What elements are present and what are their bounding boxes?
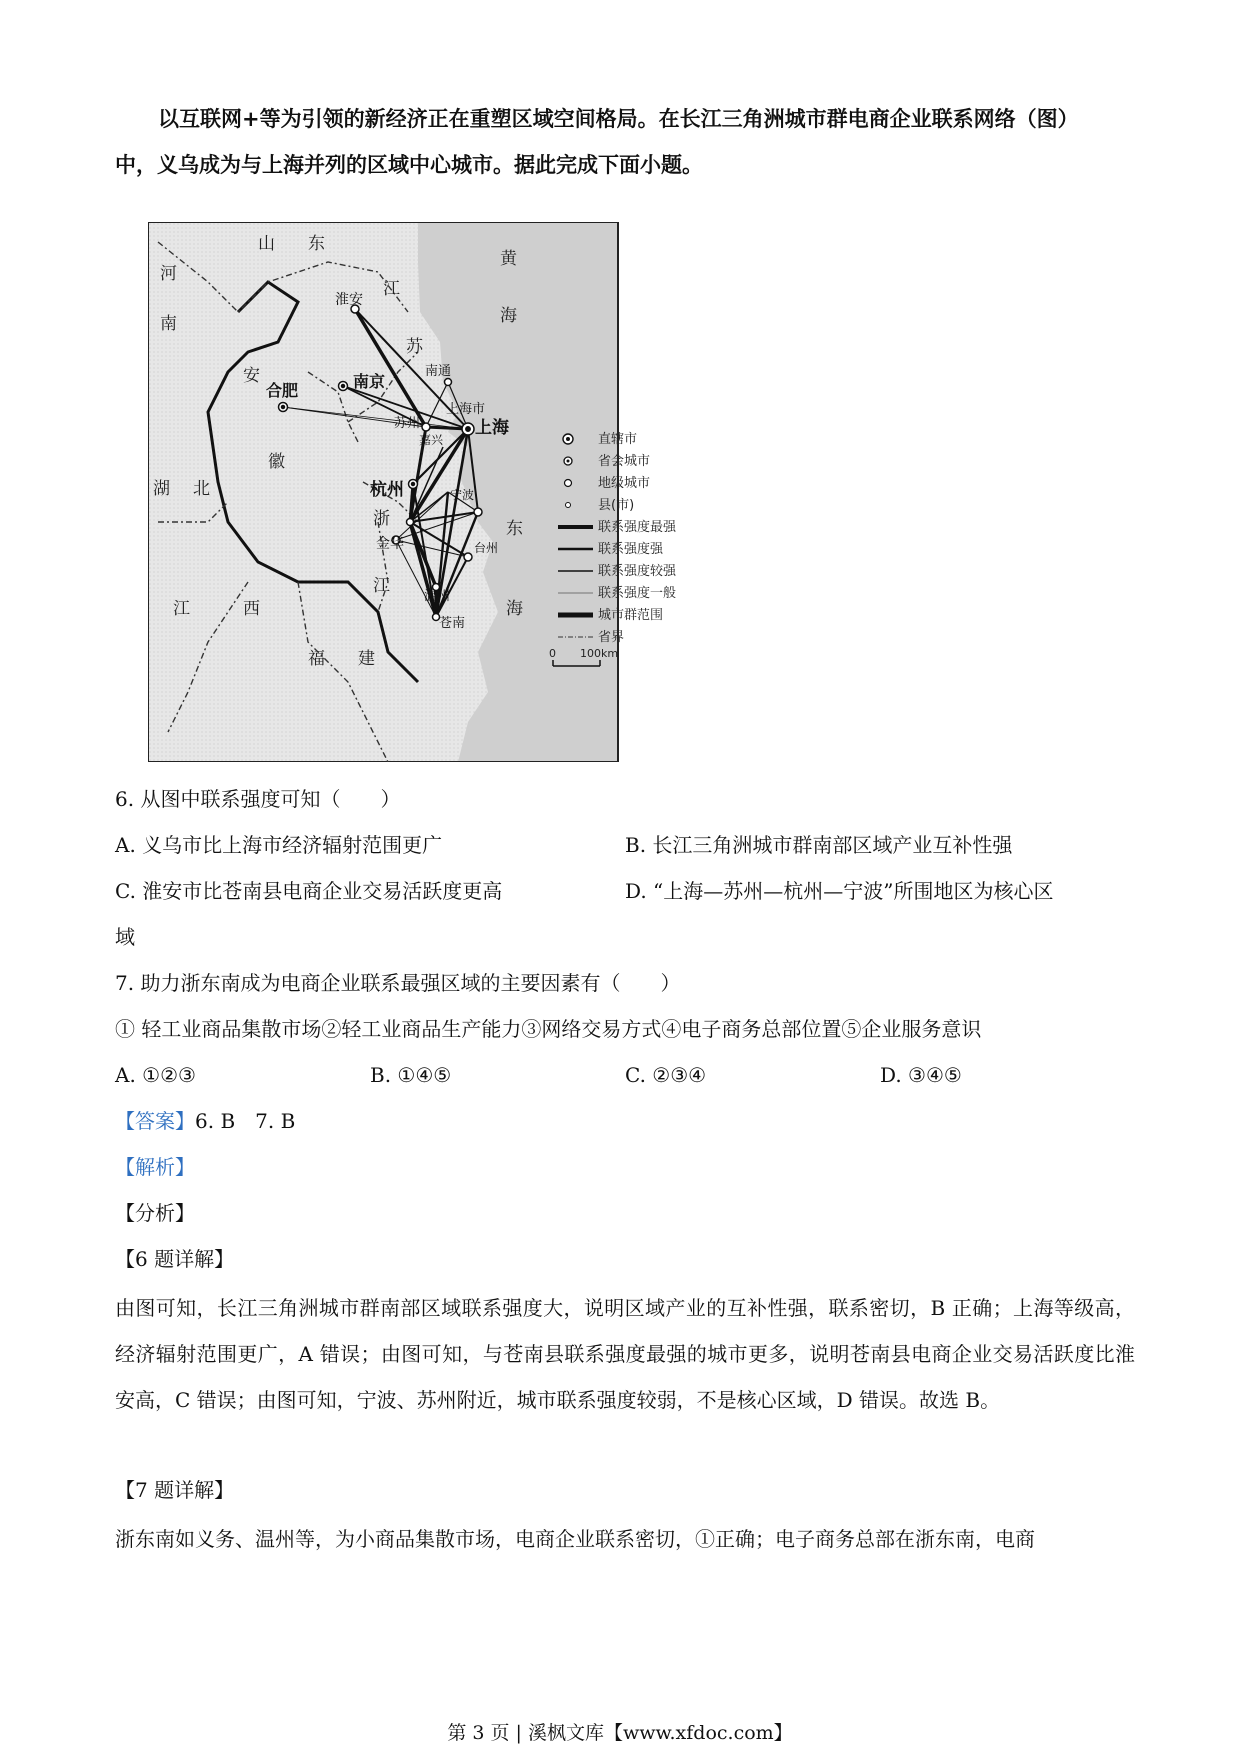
q6-option-d-cont: 域	[115, 925, 135, 949]
q6-stem: 6. 从图中联系强度可知（ ）	[115, 787, 401, 811]
analysis-label: 【解析】	[115, 1155, 195, 1179]
intro-line-1: 以互联网+等为引领的新经济正在重塑区域空间格局。在长江三角洲城市群电商企业联系网络（图）	[158, 107, 1079, 131]
q7-option-d: D. ③④⑤	[880, 1063, 962, 1087]
q7-option-c: C. ②③④	[625, 1063, 707, 1087]
province-label-henan-1: 河	[160, 264, 177, 284]
city-label-jiaxing: 嘉兴	[419, 433, 444, 447]
city-label-cangnan: 苍南	[439, 616, 466, 631]
province-label-hubei-1: 湖	[153, 479, 170, 499]
q7-detail-text: 浙东南如义务、温州等，为小商品集散市场，电商企业联系密切，①正确；电子商务总部在浙东南，电商	[115, 1527, 1035, 1551]
q6-option-c: C. 淮安市比苍南县电商企业交易活跃度更高	[115, 879, 503, 903]
city-label-nantong: 南通	[425, 364, 452, 379]
legend-normal: 联系强度一般	[598, 586, 677, 601]
yrd-ecommerce-network-map	[148, 222, 793, 762]
sea-label-donghai-1: 东	[506, 519, 523, 539]
province-label-jiangsu-2: 苏	[406, 337, 423, 357]
sea-label-huanghai-2: 海	[500, 306, 517, 326]
q7-option-b: B. ①④⑤	[370, 1063, 452, 1087]
legend-medium: 联系强度较强	[598, 564, 677, 579]
answer-text: 6. B 7. B	[195, 1109, 296, 1133]
q7-option-a: A. ①②③	[115, 1063, 196, 1087]
province-label-anhui-1: 安	[243, 366, 260, 386]
province-label-shandong-1: 山	[258, 234, 275, 254]
legend-shenghui: 省会城市	[598, 454, 651, 469]
province-label-zhejiang-2: 江	[373, 576, 390, 596]
city-label-suzhou: 苏州	[394, 416, 421, 431]
legend-cluster: 城市群范围	[598, 608, 664, 623]
province-label-zhejiang-1: 浙	[373, 509, 390, 529]
legend-xian: 县(市)	[598, 498, 635, 513]
legend-strong: 联系强度强	[598, 542, 664, 557]
sea-label-donghai-2: 海	[506, 599, 523, 619]
province-label-fujian-2: 建	[358, 649, 375, 669]
province-label-anhui-2: 徽	[268, 452, 285, 472]
province-label-hubei-2: 北	[193, 479, 210, 499]
city-label-shanghai: 上海	[475, 418, 509, 438]
legend-province-border: 省界	[598, 630, 625, 645]
city-label-taizhou: 台州	[474, 541, 499, 555]
answer-label: 【答案】	[115, 1109, 195, 1133]
answer-line	[115, 1106, 295, 1136]
city-label-shanghai-small: 上海市	[446, 402, 486, 417]
fenxi-label: 【分析】	[115, 1201, 195, 1225]
legend-diji: 地级城市	[598, 476, 651, 491]
city-label-ningbo: 宁波	[450, 488, 475, 502]
province-label-shandong-2: 东	[308, 234, 325, 254]
sea-label-huanghai-1: 黄	[500, 249, 517, 269]
q6-option-d: D. “上海—苏州—杭州—宁波”所围地区为核心区	[625, 879, 1054, 903]
province-label-fujian-1: 福	[308, 649, 325, 669]
q6-option-b: B. 长江三角洲城市群南部区域产业互补性强	[625, 833, 1013, 857]
city-label-jinhua: 金华	[376, 536, 404, 552]
city-label-hefei: 合肥	[266, 381, 299, 400]
province-label-jiangxi-2: 西	[243, 599, 260, 619]
city-label-nanjing: 南京	[353, 372, 386, 391]
scale-zero: 0	[549, 647, 556, 660]
province-label-henan-2: 南	[160, 314, 177, 334]
province-label-jiangxi-1: 江	[173, 599, 190, 619]
scale-km: 100km	[580, 647, 619, 660]
city-label-wenzhou: 温州	[424, 589, 451, 604]
legend-zhixiashi: 直辖市	[598, 432, 638, 447]
intro-line-2: 中，义乌成为与上海并列的区域中心城市。据此完成下面小题。	[115, 153, 703, 177]
q7-stem: 7. 助力浙东南成为电商企业联系最强区域的主要因素有（ ）	[115, 971, 681, 995]
q6-detail-label: 【6 题详解】	[115, 1247, 235, 1271]
q6-detail-text: 由图可知，长江三角洲城市群南部区域联系强度大，说明区域产业的互补性强，联系密切，B 正确；上海等级高，经济辐射范围更广，A 错误；由图可知，与苍南县联系强度最强的城市更多，说明苍南县电商企业交易活跃度比淮安高，C 错误；由图可知，宁波、苏州附近，城市联系强度较弱，不是核心区域，D 错误。故选 B。	[115, 1296, 1135, 1412]
q7-detail-label: 【7 题详解】	[115, 1478, 235, 1502]
page-footer: 第 3 页 | 溪枫文库【www.xfdoc.com】	[447, 1722, 793, 1744]
q6-option-a: A. 义乌市比上海市经济辐射范围更广	[115, 833, 443, 857]
city-label-huaian: 淮安	[335, 292, 363, 308]
province-label-jiangsu-1: 江	[383, 279, 400, 299]
legend-strongest: 联系强度最强	[598, 520, 677, 535]
q7-options-list: ① 轻工业商品集散市场②轻工业商品生产能力③网络交易方式④电子商务总部位置⑤企业服务意识	[115, 1017, 982, 1041]
city-label-hangzhou: 杭州	[370, 480, 404, 500]
